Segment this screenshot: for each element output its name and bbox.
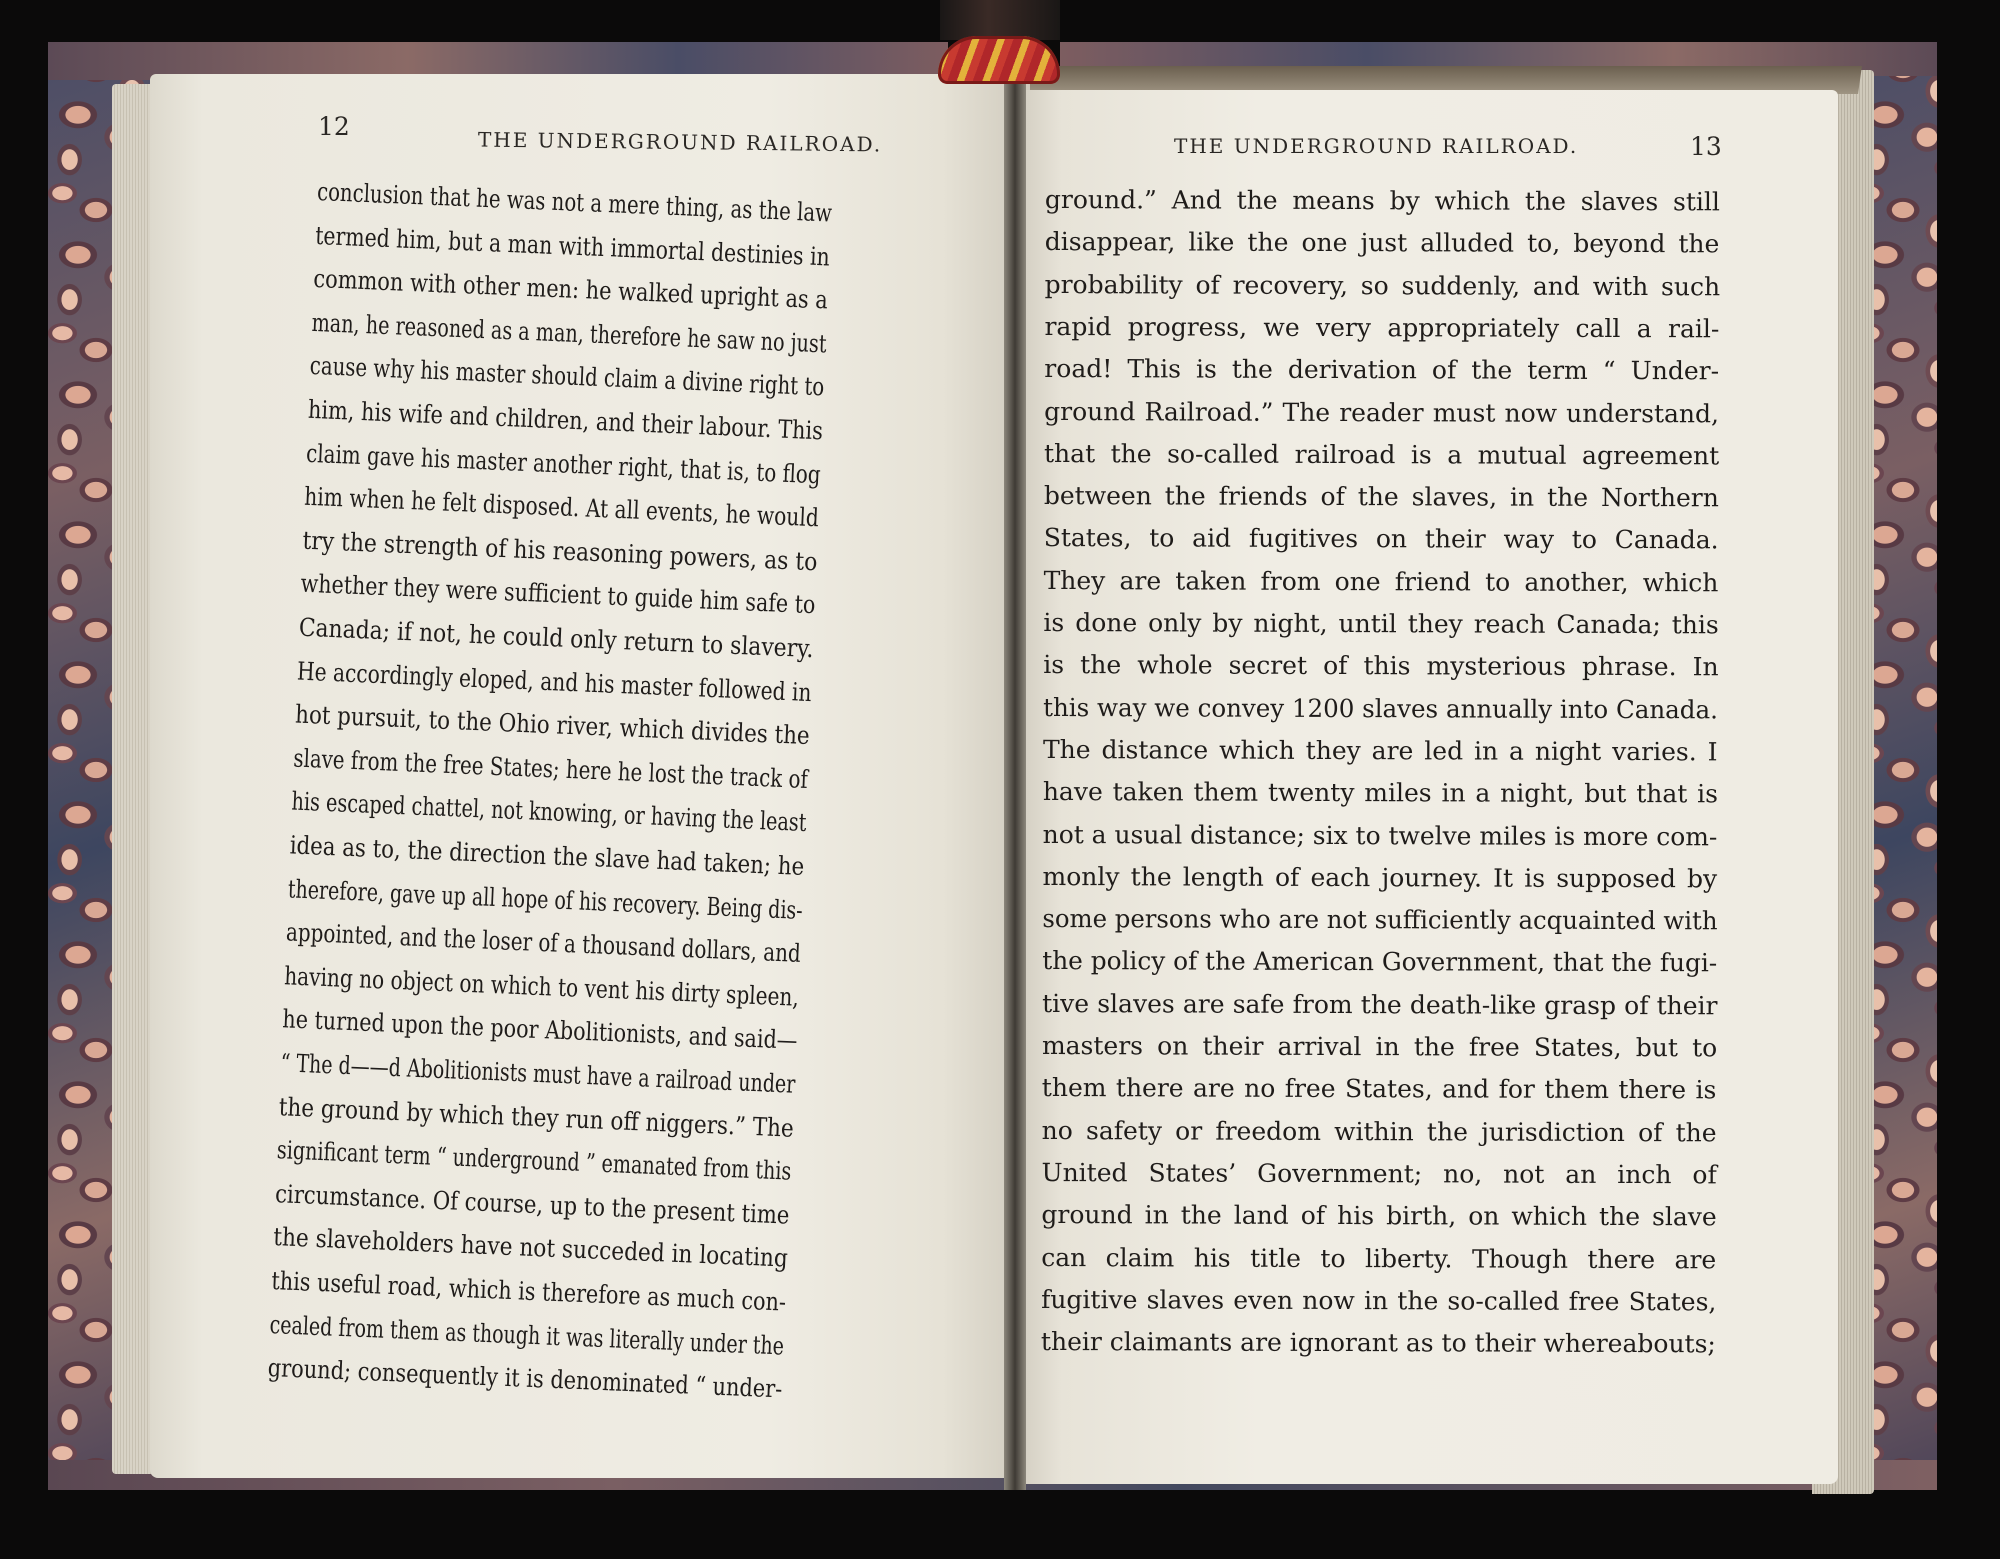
left-running-head: THE UNDERGROUND RAILROAD.: [477, 127, 883, 157]
text-line: circumstance. Of course, up to the present time: [274, 1178, 791, 1230]
text-line: slave from the free States; here he lost the track of: [292, 743, 809, 794]
text-line: Canada; if not, he could only return to slavery.: [298, 612, 815, 664]
bookmark-ribbon: [938, 36, 1060, 84]
text-line: him, his wife and children, and their labour. This: [307, 394, 824, 446]
text-line: idea as to, the direction the slave had taken; he: [289, 830, 805, 881]
text-line: them there are no free States, and for them there is: [1041, 1073, 1717, 1105]
text-line: whether they were sufficient to guide him safe to: [300, 569, 816, 620]
text-line: the policy of the American Government, that the fugi-: [1042, 946, 1718, 978]
text-line: cealed from them as though it was literally under the: [269, 1309, 785, 1361]
text-line: therefore, gave up all hope of his recovery. Being dis-: [287, 873, 804, 925]
text-line: significant term “ underground ” emanated from this: [276, 1135, 792, 1186]
text-line: He accordingly eloped, and his master followed in: [296, 656, 813, 707]
text-line: is done only by night, until they reach Canada; this: [1043, 607, 1719, 640]
text-line: hot pursuit, to the Ohio river, which divides the: [294, 699, 811, 751]
text-line: this useful road, which is therefore as much con-: [270, 1266, 787, 1317]
text-line: try the strength of his reasoning powers, as to: [301, 525, 818, 577]
text-line: is the whole secret of this mysterious phrase. In: [1043, 650, 1719, 682]
text-line: some persons who are not sufficiently acquainted with: [1042, 904, 1718, 936]
text-line: tive slaves are safe from the death-like grasp of their: [1042, 988, 1718, 1021]
text-line: rapid progress, we very appropriately call a rail-: [1044, 311, 1720, 344]
text-line: claim gave his master another right, that is, to flog: [305, 438, 822, 489]
text-line: his escaped chattel, not knowing, or having the least: [291, 786, 808, 838]
text-line: road! This is the derivation of the term “ Under-: [1044, 354, 1720, 386]
text-line: masters on their arrival in the free States, but to: [1041, 1030, 1718, 1063]
text-line: termed him, but a man with immortal destinies in: [314, 220, 831, 272]
text-line: common with other men: he walked upright as a: [312, 264, 829, 315]
text-line: conclusion that he was not a mere thing, as the law: [316, 176, 833, 228]
left-page-number: 12: [318, 112, 350, 141]
text-line: “ The d——d Abolitionists must have a railroad under: [280, 1048, 796, 1099]
text-line: disappear, like the one just alluded to, beyond the: [1044, 227, 1720, 259]
text-line: appointed, and the loser of a thousand dollars, and: [285, 917, 802, 969]
text-line: the ground by which they run off niggers.” The: [278, 1091, 795, 1143]
text-line: have taken them twenty miles in a night, but that is: [1042, 777, 1719, 809]
text-line: ground Railroad.” The reader must now understand,: [1044, 396, 1720, 428]
text-line: can claim his title to liberty. Though there are: [1041, 1242, 1717, 1274]
text-line: the slaveholders have not succeded in locating: [272, 1222, 789, 1274]
text-line: that the so-called railroad is a mutual agreement: [1043, 438, 1720, 471]
text-line: having no object on which to vent his dirty spleen,: [283, 961, 800, 1012]
right-running-head: THE UNDERGROUND RAILROAD.: [1174, 134, 1579, 158]
text-line: not a usual distance; six to twelve miles is more com-: [1042, 819, 1718, 851]
text-line: The distance which they are led in a night varies. I: [1042, 734, 1718, 767]
text-line: probability of recovery, so suddenly, and with such: [1044, 269, 1721, 301]
right-page-number: 13: [1690, 132, 1722, 161]
text-line: United States’ Government; no, not an inch of: [1041, 1157, 1717, 1190]
text-line: this way we convey 1200 slaves annually into Canada.: [1043, 692, 1718, 724]
text-line: ground.” And the means by which the slaves still: [1044, 184, 1720, 217]
text-line: monly the length of each journey. It is supposed by: [1042, 861, 1718, 894]
text-line: ground; consequently it is denominated “ under-: [267, 1353, 783, 1404]
book-gutter: [1004, 60, 1026, 1490]
text-line: no safety or freedom within the jurisdiction of the: [1041, 1115, 1717, 1147]
text-line: ground in the land of his birth, on which the slave: [1041, 1200, 1717, 1232]
text-line: he turned upon the poor Abolitionists, and said—: [281, 1004, 799, 1056]
text-line: their claimants are ignorant as to their whereabouts;: [1040, 1327, 1716, 1359]
text-line: cause why his master should claim a divine right to: [309, 351, 825, 402]
text-line: him when he felt disposed. At all events, he would: [303, 481, 820, 533]
text-line: States, to aid fugitives on their way to Canada.: [1043, 523, 1719, 555]
text-line: man, he reasoned as a man, therefore he saw no just: [311, 307, 828, 359]
spine-top: [940, 0, 1060, 40]
text-line: They are taken from one friend to another, which: [1043, 565, 1719, 598]
text-line: between the friends of the slaves, in the Northern: [1043, 481, 1719, 513]
text-line: fugitive slaves even now in the so-called free States,: [1041, 1284, 1717, 1317]
